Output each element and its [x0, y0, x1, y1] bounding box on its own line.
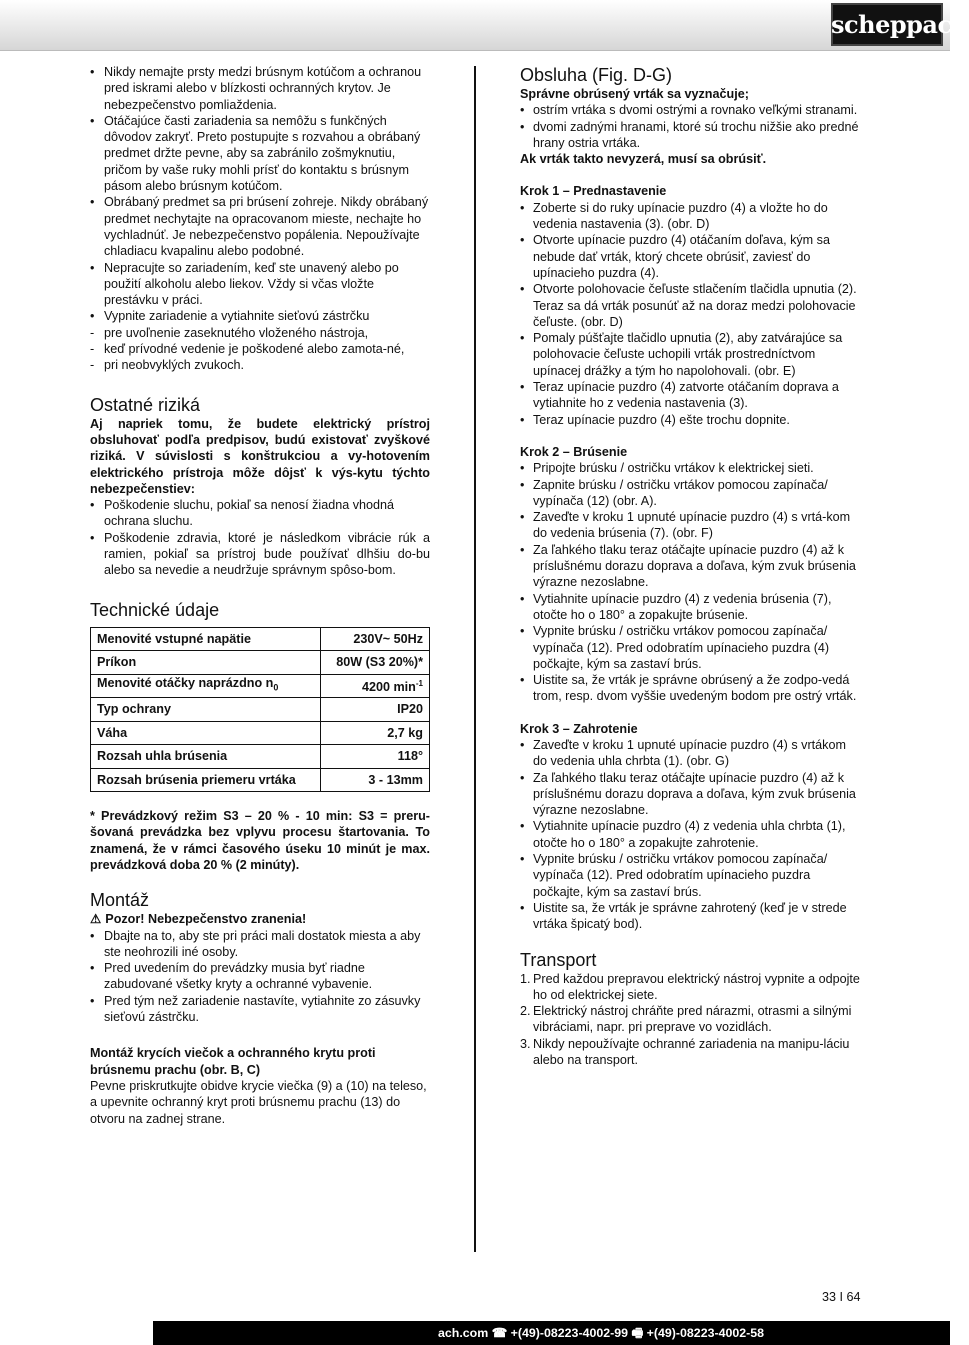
list-item: • Za ľahkého tlaku teraz otáčajte upínacie puzdro (4) až k príslušnému dorazu doprava a doľava, kým zvuk brúsenia výrazne nezoslabne. — [520, 542, 856, 590]
table-row: Rozsah uhla brúsenia 118° — [91, 745, 430, 769]
table-row: Typ ochrany IP20 — [91, 698, 430, 722]
risks-heading: Ostatné riziká — [90, 394, 201, 415]
list-item: • Zaveďte v kroku 1 upnuté upínacie puzdro (4) s vrtákom do vedenia uhla chrbta (1). (obr. G) — [520, 737, 846, 769]
table-row: Rozsah brúsenia priemeru vrtáka 3 - 13mm — [91, 768, 430, 792]
unplug-reasons — [90, 325, 430, 374]
list-item: • ostrím vrtáka s dvomi ostrými a rovnako veľkými stranami. — [520, 103, 858, 118]
list-item: • Vytiahnite upínacie puzdro (4) z vedenia brúsenia (7), otočte ho o 180° a zopakujte brúsenie. — [520, 591, 832, 622]
list-item: • Otvorte upínacie puzdro (4) otáčaním doľava, kým sa nebude dať vrták, ktorý chcete obrúsiť, zaviesť do upínacieho puzdra (4). — [520, 233, 830, 280]
left-column — [90, 64, 430, 1127]
obsluha-subheading: Správne obrúsený vrták sa vyznačuje; — [520, 87, 749, 101]
footer-bar — [0, 1321, 950, 1345]
list-item: • Zaveďte v kroku 1 upnuté upínacie puzdro (4) s vrtá-kom do vedenia brúsenia (7). (obr. F) — [520, 510, 851, 541]
step3-list — [520, 737, 860, 933]
list-item: - keď prívodné vedenie je poškodené alebo zamota-né, — [90, 342, 405, 357]
header-bar — [0, 0, 969, 51]
tech-note: * Prevádzkový režim S3 – 20 % - 10 min: S3 = preru-šovaná prevádzka bez vplyvu procesu štartovania. To znamená, že v rámci časového úseku 10 minút je max. prevádzková doba 20 % (2 minúty). — [90, 809, 430, 872]
table-row: Menovité otáčky naprázdno $n_0$ 4200 $\min^{-1}$ — [91, 674, 430, 698]
list-item: 2. Elektrický nástroj chráňte pred nárazmi, otrasmi a silnými vibráciami, napr. pri preprave vo vozidlách. — [520, 1004, 852, 1035]
list-item: • Nikdy nemajte prsty medzi brúsnym kotúčom a ochranou pred iskrami alebo v blízkosti ochranných krytov. Je nebezpečenstvo pomliaždenia. — [90, 65, 422, 112]
footer-contact: ach.com ☎ +(49)-08223-4002-99 🖷 +(49)-08223-4002-58 — [438, 1326, 765, 1340]
list-item: • Poškodenie sluchu, pokiaľ sa nenosí žiadna vhodná ochrana sluchu. — [90, 498, 395, 529]
obsluha-list — [520, 102, 860, 151]
list-item: • Uistite sa, že vrták je správne obrúsený a že zodpo-vedá trom, resp. dvom vyššie uvedeným bodom pre ostrý vrták. — [520, 673, 857, 704]
list-item: • Pripojte brúsku / ostričku vrtákov k elektrickej sieti. — [520, 461, 814, 476]
list-item: • Vytiahnite upínacie puzdro (4) z vedenia uhla chrbta (1), otočte ho o 180° a zopakujte zahrotenie. — [520, 819, 846, 850]
list-item: • Pomaly púšťajte tlačidlo upnutia (2), aby zatvárajúce sa polohovacie čeľuste uchopili vrták prostredníctvom upínacej drážky a tým ho napolohovali. (obr. E) — [520, 331, 843, 378]
table-row: Menovité vstupné napätie 230V~ 50Hz — [91, 627, 430, 651]
scheppach-logo: scheppach — [831, 3, 943, 46]
safety-bullets — [90, 64, 430, 325]
list-item: • Uistite sa, že vrták je správne zahrotený (keď je v strede vrtáka špicatý bod). — [520, 900, 847, 932]
list-item: • Teraz upínacie puzdro (4) zatvorte otáčaním doprava a vytiahnite ho z vedenia nastavenia (3). — [520, 380, 839, 411]
list-item: • Otáčajúce časti zariadenia sa nemôžu s funkčných dôvodov zakryť. Preto postupujte s rozvahou a obrábaný predmet držte pevne, aby sa zabránilo zošmyknutiu, pričom by vaše ruky mohli prísť do kontaktu s brúsnym pásom alebo brúsnym kotúčom. — [90, 113, 421, 194]
list-item: • Obrábaný predmet sa pri brúsení zohreje. Nikdy obrábaný predmet nechytajte na opracovanom mieste, nechajte ho vychladnúť. Je nebezpečenstvo popálenia. Nepoužívajte chladiacu kvapalinu alebo podobné. — [90, 195, 429, 259]
list-item: • Zapnite brúsku / ostričku vrtákov pomocou zapínača/ vypínača (12) (obr. A). — [520, 477, 828, 508]
list-item: • Nepracujte so zariadením, keď ste unavený alebo po použití alkoholu alebo liekov. Vždy si včas vložte prestávku v práci. — [90, 260, 399, 308]
list-item: • Vypnite brúsku / ostričku vrtákov pomocou zapínača/ vypínača (12). Pred odobratím upínacieho puzdra počkajte, kým sa zastaví brús. — [520, 852, 828, 899]
list-item: • Teraz upínacie puzdro (4) ešte trochu dopnite. — [520, 412, 790, 427]
list-item: - pri neobvyklých zvukoch. — [90, 358, 244, 373]
list-item: 3. Nikdy nepoužívajte ochranné zariadenia na manipu-láciu alebo na transport. — [520, 1036, 850, 1068]
step1-heading: Krok 1 – Prednastavenie — [520, 184, 667, 199]
obsluha-heading: Obsluha (Fig. D-G) — [520, 65, 673, 85]
list-item: • Pred tým než zariadenie nastavíte, vytiahnite zo zásuvky sieťovú zástrčku. — [90, 993, 421, 1025]
list-item: • dvomi zadnými hranami, ktoré sú trochu nižšie ako predné hrany ostria vrtáka. — [520, 119, 859, 150]
page-number: 33 I 64 — [822, 1290, 861, 1304]
warning-icon: ⚠ — [90, 912, 102, 927]
transport-list — [520, 971, 860, 1069]
list-item: • Dbajte na to, aby ste pri práci mali dostatok miesta a aby ste neohrozili iné osoby. — [90, 928, 421, 959]
tech-heading: Technické údaje — [90, 599, 220, 620]
risks-intro: Aj napriek tomu, že budete elektrický prístroj obsluhovať podľa predpisov, budú existovať zvyškové riziká. V súvislosti s konštrukciou a vy-hotovením elektrického prístroja môže dôjsť k výs-kytu týchto nebezpečenstiev: — [90, 416, 430, 496]
transport-heading: Transport — [520, 949, 597, 970]
right-column — [520, 64, 860, 1068]
montaz-warning: ⚠ Pozor! Nebezpečenstvo zranenia! — [90, 912, 307, 927]
kryt-heading: Montáž krycích viečok a ochranného krytu proti brúsnemu prachu (obr. B, C) — [90, 1046, 376, 1077]
list-item: • Za ľahkého tlaku teraz otáčajte upínacie puzdro (4) až k príslušnému dorazu doprava a doľava, kým zvuk brúsenia výrazne nezoslabne. — [520, 770, 856, 818]
step2-heading: Krok 2 – Brúsenie — [520, 444, 628, 459]
column-divider — [474, 66, 476, 1252]
kryt-text: Pevne priskrutkujte obidve krycie viečka (9) a (10) na teleso, a upevnite ochranný kryt proti brúsnemu prachu (13) do otvoru na zadnej strane. — [90, 1078, 427, 1126]
step3-heading: Krok 3 – Zahrotenie — [520, 721, 638, 736]
tech-table — [90, 627, 430, 793]
list-item: • Vypnite brúsku / ostričku vrtákov pomocou zapínača/ vypínača (12). Pred odobratím upínacieho puzdra (4) počkajte, kým sa zastaví brús. — [520, 624, 830, 671]
list-item: • Otvorte polohovacie čeľuste stlačením tlačidla upnutia (2). Teraz sa dá vrták posunúť až na doraz medzi polohovacie čeľuste. (obr. D) — [520, 282, 857, 329]
step1-list — [520, 200, 860, 428]
list-item: • Pred uvedením do prevádzky musia byť riadne zabudované všetky kryty a ochranné vybavenie. — [90, 961, 373, 992]
risks-list — [90, 497, 430, 578]
table-row: Príkon 80W (S3 20%)* — [91, 651, 430, 675]
table-row: Váha 2,7 kg — [91, 721, 430, 745]
list-item: • Zoberte si do ruky upínacie puzdro (4) a vložte ho do vedenia nastavenia (3). (obr. D) — [520, 200, 828, 232]
montaz-heading: Montáž — [90, 890, 150, 911]
obsluha-conclusion: Ak vrták takto nevyzerá, musí sa obrúsiť. — [520, 152, 767, 167]
list-item: • Vypnite zariadenie a vytiahnite sieťovú zástrčku — [90, 309, 370, 324]
step2-list — [520, 460, 860, 704]
list-item: 1. Pred každou prepravou elektrický nástroj vypnite a odpojte ho od elektrickej siete. — [520, 971, 860, 1002]
list-item: • Poškodenie zdravia, ktoré je následkom vibrácie rúk a ramien, pokiaľ sa prístroj bude používať dlhšiu do-bu alebo sa nevedie a neudržuje správnym spôso-bom. — [90, 530, 430, 578]
list-item: - pre uvoľnenie zaseknutého vloženého nástroja, — [90, 325, 369, 340]
montaz-list — [90, 928, 430, 1026]
